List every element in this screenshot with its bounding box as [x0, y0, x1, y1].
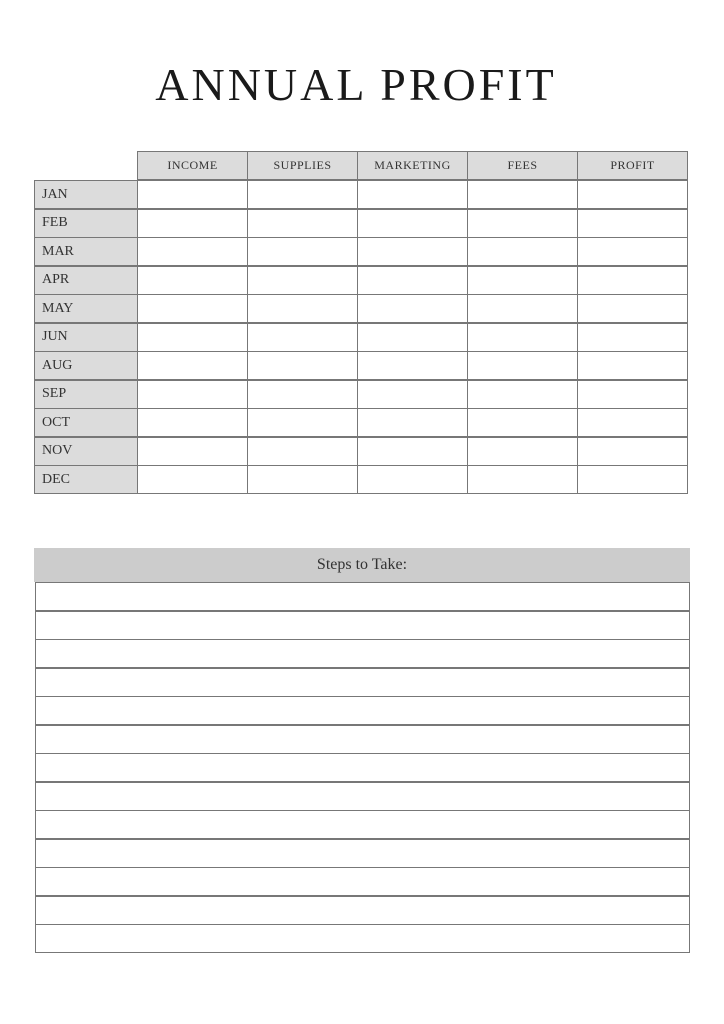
table-cell-oct-supplies[interactable] — [247, 408, 358, 437]
month-label-jan: JAN — [34, 180, 138, 209]
table-cell-oct-marketing[interactable] — [357, 408, 468, 437]
table-cell-aug-fees[interactable] — [467, 351, 578, 380]
table-cell-mar-marketing[interactable] — [357, 237, 468, 266]
profit-table — [0, 0, 724, 500]
table-cell-feb-income[interactable] — [137, 209, 248, 238]
steps-line[interactable] — [35, 725, 690, 754]
table-cell-sep-marketing[interactable] — [357, 380, 468, 409]
table-cell-dec-marketing[interactable] — [357, 465, 468, 494]
column-header-marketing: MARKETING — [357, 151, 468, 180]
steps-line[interactable] — [35, 668, 690, 697]
table-cell-dec-income[interactable] — [137, 465, 248, 494]
table-cell-oct-fees[interactable] — [467, 408, 578, 437]
table-cell-dec-supplies[interactable] — [247, 465, 358, 494]
table-cell-nov-marketing[interactable] — [357, 437, 468, 466]
month-label-aug: AUG — [34, 351, 138, 380]
table-cell-jun-supplies[interactable] — [247, 323, 358, 352]
table-cell-oct-income[interactable] — [137, 408, 248, 437]
table-cell-sep-profit[interactable] — [577, 380, 688, 409]
steps-line[interactable] — [35, 782, 690, 811]
month-label-may: MAY — [34, 294, 138, 323]
steps-line[interactable] — [35, 896, 690, 925]
steps-line[interactable] — [35, 839, 690, 868]
month-label-mar: MAR — [34, 237, 138, 266]
column-header-fees: FEES — [467, 151, 578, 180]
table-cell-jan-marketing[interactable] — [357, 180, 468, 209]
steps-heading: Steps to Take: — [34, 548, 690, 582]
table-cell-feb-profit[interactable] — [577, 209, 688, 238]
table-cell-dec-profit[interactable] — [577, 465, 688, 494]
table-cell-jan-supplies[interactable] — [247, 180, 358, 209]
table-cell-oct-profit[interactable] — [577, 408, 688, 437]
steps-line[interactable] — [35, 867, 690, 896]
table-cell-jan-fees[interactable] — [467, 180, 578, 209]
table-cell-aug-supplies[interactable] — [247, 351, 358, 380]
steps-line[interactable] — [35, 582, 690, 611]
table-cell-mar-profit[interactable] — [577, 237, 688, 266]
column-header-profit: PROFIT — [577, 151, 688, 180]
table-cell-jan-profit[interactable] — [577, 180, 688, 209]
table-cell-sep-fees[interactable] — [467, 380, 578, 409]
month-label-oct: OCT — [34, 408, 138, 437]
month-label-nov: NOV — [34, 437, 138, 466]
table-cell-jun-fees[interactable] — [467, 323, 578, 352]
table-cell-jun-marketing[interactable] — [357, 323, 468, 352]
page-title: ANNUAL PROFIT — [155, 59, 557, 110]
steps-line[interactable] — [35, 611, 690, 640]
table-cell-aug-income[interactable] — [137, 351, 248, 380]
table-cell-nov-fees[interactable] — [467, 437, 578, 466]
table-cell-aug-profit[interactable] — [577, 351, 688, 380]
table-cell-may-profit[interactable] — [577, 294, 688, 323]
steps-line[interactable] — [35, 810, 690, 839]
table-cell-feb-marketing[interactable] — [357, 209, 468, 238]
table-cell-feb-supplies[interactable] — [247, 209, 358, 238]
table-cell-sep-supplies[interactable] — [247, 380, 358, 409]
table-cell-apr-supplies[interactable] — [247, 266, 358, 295]
table-cell-nov-profit[interactable] — [577, 437, 688, 466]
table-cell-apr-profit[interactable] — [577, 266, 688, 295]
table-cell-jun-income[interactable] — [137, 323, 248, 352]
table-cell-mar-supplies[interactable] — [247, 237, 358, 266]
column-header-income: INCOME — [137, 151, 248, 180]
table-cell-aug-marketing[interactable] — [357, 351, 468, 380]
steps-line[interactable] — [35, 753, 690, 782]
month-label-feb: FEB — [34, 209, 138, 238]
table-cell-may-supplies[interactable] — [247, 294, 358, 323]
table-cell-apr-income[interactable] — [137, 266, 248, 295]
table-cell-nov-supplies[interactable] — [247, 437, 358, 466]
table-cell-may-marketing[interactable] — [357, 294, 468, 323]
month-label-jun: JUN — [34, 323, 138, 352]
steps-line[interactable] — [35, 924, 690, 953]
table-cell-dec-fees[interactable] — [467, 465, 578, 494]
steps-line[interactable] — [35, 639, 690, 668]
table-cell-feb-fees[interactable] — [467, 209, 578, 238]
table-cell-may-income[interactable] — [137, 294, 248, 323]
table-cell-sep-income[interactable] — [137, 380, 248, 409]
table-cell-may-fees[interactable] — [467, 294, 578, 323]
table-cell-jan-income[interactable] — [137, 180, 248, 209]
table-cell-apr-marketing[interactable] — [357, 266, 468, 295]
table-cell-apr-fees[interactable] — [467, 266, 578, 295]
month-label-sep: SEP — [34, 380, 138, 409]
table-cell-mar-fees[interactable] — [467, 237, 578, 266]
month-label-apr: APR — [34, 266, 138, 295]
steps-line[interactable] — [35, 696, 690, 725]
table-cell-nov-income[interactable] — [137, 437, 248, 466]
month-label-dec: DEC — [34, 465, 138, 494]
table-cell-mar-income[interactable] — [137, 237, 248, 266]
table-cell-jun-profit[interactable] — [577, 323, 688, 352]
column-header-supplies: SUPPLIES — [247, 151, 358, 180]
